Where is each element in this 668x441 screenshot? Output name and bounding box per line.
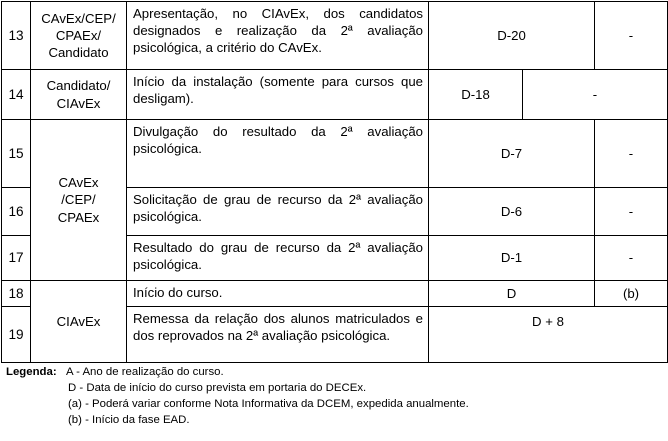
row-number: 19	[2, 307, 31, 363]
observation-cell: -	[595, 236, 668, 281]
row-number: 13	[2, 2, 31, 70]
table-row	[2, 281, 668, 307]
responsible-group-cell	[31, 120, 127, 281]
responsible-group-cell: CIAvEx	[31, 281, 127, 363]
responsible-line: CPAEx	[57, 209, 100, 225]
row-number: 17	[2, 236, 31, 281]
activity-description: Remessa da relação dos alunos matriculados e dos reprovados na 2ª avaliação psicológica.	[127, 307, 429, 363]
row-number: 14	[2, 70, 31, 120]
responsible-cell	[31, 70, 127, 120]
observation-cell: (b)	[595, 281, 668, 307]
row-number: 16	[2, 188, 31, 236]
activity-description: Apresentação, no CIAvEx, dos candidatos designados e realização da 2ª avaliação psicológica, a critério do CAvEx.	[127, 2, 429, 70]
deadline-cell: D-6	[429, 188, 595, 236]
activity-description: Resultado do grau de recurso da 2ª avaliação psicológica.	[127, 236, 429, 281]
table-row	[2, 70, 668, 120]
table-row	[2, 120, 668, 188]
activity-description: Divulgação do resultado da 2ª avaliação psicológica.	[127, 120, 429, 188]
responsible-line: CAvEx	[58, 175, 99, 191]
legend-item: (b) - Início da fase EAD.	[68, 414, 190, 426]
activity-description: Início da instalação (somente para cursos que desligam).	[127, 70, 429, 120]
legend-label: Legenda:	[6, 366, 57, 378]
row-number: 15	[2, 120, 31, 188]
deadline-cell: D-20	[429, 2, 595, 70]
responsible-cell	[31, 2, 127, 70]
deadline-cell: D-18	[429, 70, 523, 120]
deadline-cell: D	[429, 281, 595, 307]
legend-item: D - Data de início do curso prevista em portaria do DECEx.	[68, 382, 367, 394]
legend	[6, 364, 469, 428]
observation-cell: -	[595, 2, 668, 70]
responsible-line: CIAvEx	[56, 95, 101, 111]
observation-cell: -	[523, 70, 668, 120]
legend-row	[6, 364, 469, 380]
table-row	[2, 2, 668, 70]
observation-cell: -	[595, 120, 668, 188]
deadline-cell: D-1	[429, 236, 595, 281]
observation-cell: -	[595, 188, 668, 236]
legend-item: A - Ano de realização do curso.	[66, 366, 224, 378]
schedule-table	[1, 1, 668, 363]
responsible-line: Candidato/	[46, 78, 111, 94]
activity-description: Início do curso.	[127, 281, 429, 307]
responsible-line: Candidato	[48, 45, 109, 61]
responsible-line: CPAEx/	[55, 27, 102, 43]
deadline-cell: D + 8	[429, 307, 668, 363]
activity-description: Solicitação de grau de recurso da 2ª avaliação psicológica.	[127, 188, 429, 236]
legend-item: (a) - Poderá variar conforme Nota Informativa da DCEM, expedida anualmente.	[68, 398, 469, 410]
row-number: 18	[2, 281, 31, 307]
responsible-line: CAvEx/CEP/	[41, 10, 116, 26]
responsible-line: /CEP/	[61, 192, 96, 208]
deadline-cell: D-7	[429, 120, 595, 188]
